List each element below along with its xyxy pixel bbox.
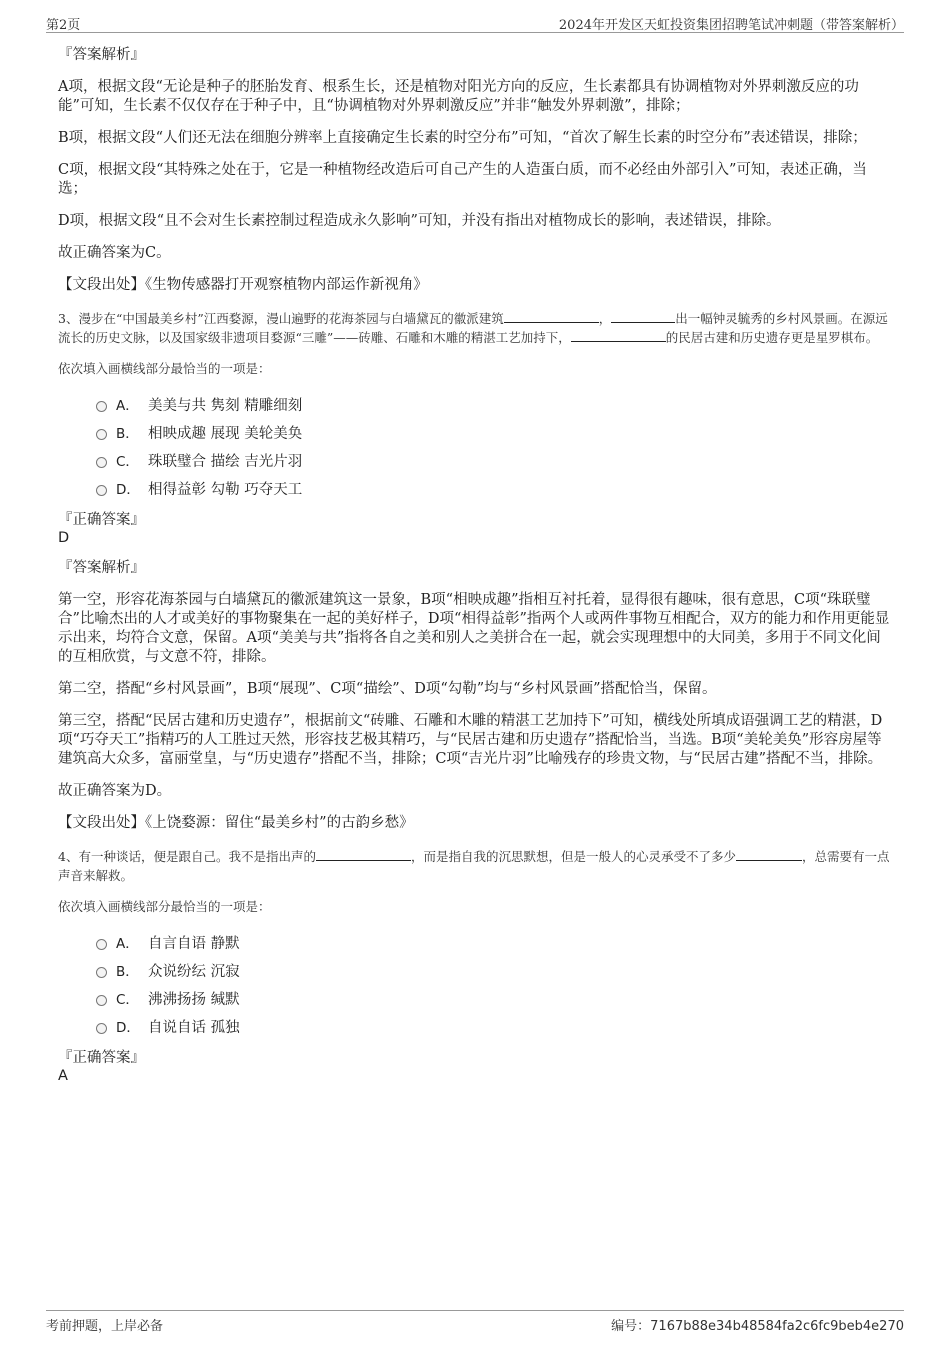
radio-icon[interactable]: [96, 995, 107, 1006]
q3-analysis-2: 第二空，搭配“乡村风景画”，B项“展现”、C项“描绘”、D项“勾勒”均与“乡村风景画”搭配恰当，保留。: [58, 681, 717, 697]
q3-analysis-3: 第三空，搭配“民居古建和历史遗存”，根据前文“砖雕、石雕和木雕的精湛工艺加持下”可知，横线处所填成语强调工艺的精湛，D项“巧夺天工”指精巧的人工胜过天然，形容技艺极其精巧，与“民居古建和历史遗存”搭配恰当，当选。B项“美轮美奂”形容房屋等建筑高大众多，富丽堂皇，与“历史遗存”搭配不当，排除；C项“吉光片羽”比喻残存的珍贵文物，与“民居古建”搭配不当，排除。: [58, 713, 883, 767]
radio-icon[interactable]: [96, 939, 107, 950]
page-header: [46, 12, 904, 33]
q3-blank-3: [571, 329, 666, 342]
q4-stem-part3: ，总需要有一点声音来解救。: [58, 849, 890, 883]
option-text: 自言自语 静默: [148, 935, 240, 952]
q4-stem-part1: 4、有一种谈话，便是跟自己。我不是指出声的: [58, 849, 316, 864]
q4-blank-2: [736, 848, 802, 861]
option-letter: B．: [116, 964, 139, 980]
radio-icon[interactable]: [96, 485, 107, 496]
q3-source: 【文段出处】《上饶婺源：留住“最美乡村”的古韵乡愁》: [58, 815, 414, 831]
option-text: 相得益彰 勾勒 巧夺天工: [148, 481, 303, 498]
q4-instruction: 依次填入画横线部分最恰当的一项是：: [58, 899, 271, 914]
q4-answer: A: [58, 1068, 68, 1084]
radio-icon[interactable]: [96, 967, 107, 978]
q2-analysis-d: D项，根据文段“且不会对生长素控制过程造成永久影响”可知，并没有指出对植物成长的影响，表述错误，排除。: [58, 213, 781, 229]
q3-instruction: 依次填入画横线部分最恰当的一项是：: [58, 361, 271, 376]
radio-icon[interactable]: [96, 1023, 107, 1034]
q2-analysis-label: 『答案解析』: [58, 47, 145, 63]
option-text: 沸沸扬扬 缄默: [148, 991, 240, 1008]
option-text: 美美与共 隽刻 精雕细刻: [148, 397, 303, 414]
q2-source: 【文段出处】《生物传感器打开观察植物内部运作新视角》: [58, 277, 428, 293]
option-letter: A．: [116, 936, 139, 952]
q3-stem-part3: 出一幅钟灵毓秀的乡村风景画。在源远流长的历史文脉，以及国家级非遗项目婺源“三雕”——砖雕、石雕和木雕的精湛工艺加持下，: [58, 311, 888, 345]
footer-slogan: 考前押题，上岸必备: [46, 1319, 164, 1334]
page-footer: [46, 1310, 904, 1335]
q3-blank-1: [504, 310, 599, 323]
q3-option-b[interactable]: [96, 418, 894, 446]
option-text: 自说自话 孤独: [148, 1019, 240, 1036]
q4-options: [96, 928, 894, 1040]
q3-option-d[interactable]: [96, 474, 894, 502]
q2-analysis-b: B项，根据文段“人们还无法在细胞分辨率上直接确定生长素的时空分布”可知，“首次了解生长素的时空分布”表述错误，排除；: [58, 130, 867, 146]
option-text: 相映成趣 展现 美轮美奂: [148, 425, 303, 442]
q3-options: [96, 390, 894, 502]
document-body: [58, 46, 894, 1097]
q3-answer: D: [58, 530, 70, 546]
q3-stem-part2: ，: [598, 311, 612, 326]
q4-option-d[interactable]: [96, 1012, 894, 1040]
radio-icon[interactable]: [96, 401, 107, 412]
radio-icon[interactable]: [96, 429, 107, 440]
q4-option-a[interactable]: [96, 928, 894, 956]
q3-stem: [58, 309, 894, 347]
q4-stem: [58, 847, 894, 885]
option-letter: D．: [116, 482, 140, 498]
q4-answer-label: 『正确答案』: [58, 1050, 145, 1066]
q3-blank-2: [611, 310, 675, 323]
footer-code-value: 7167b88e34b48584fa2c6fc9beb4e270: [650, 1319, 904, 1334]
footer-code-label: 编号：: [611, 1319, 651, 1334]
document-title: 2024年开发区天虹投资集团招聘笔试冲刺题（带答案解析）: [558, 18, 904, 33]
q2-analysis-c: C项，根据文段“其特殊之处在于，它是一种植物经改造后可自己产生的人造蛋白质，而不必经由外部引入”可知，表述正确，当选；: [58, 162, 867, 197]
q4-option-b[interactable]: [96, 956, 894, 984]
option-letter: C．: [116, 454, 139, 470]
q3-option-c[interactable]: [96, 446, 894, 474]
page-number: 第2页: [46, 18, 81, 33]
footer-code: [611, 1315, 904, 1334]
q3-analysis-1: 第一空，形容花海茶园与白墙黛瓦的徽派建筑这一景象，B项“相映成趣”指相互衬托着，显得很有趣味，很有意思，C项“珠联璧合”比喻杰出的人才或美好的事物聚集在一起的美好样子，D项“相得益彰”指两个人或两件事物互相配合，双方的能力和作用更能显示出来，均符合文意，保留。A项“美美与共”指将各自之美和别人之美拼合在一起，就会实现理想中的大同美，多用于不同文化间的互相欣赏，与文意不符，排除。: [58, 592, 890, 665]
option-letter: C．: [116, 992, 139, 1008]
option-letter: D．: [116, 1020, 140, 1036]
q4-blank-1: [316, 848, 411, 861]
option-text: 珠联璧合 描绘 吉光片羽: [148, 453, 303, 470]
q3-answer-label: 『正确答案』: [58, 512, 145, 528]
q4-option-c[interactable]: [96, 984, 894, 1012]
q3-stem-part4: 的民居古建和历史遗存更是星罗棋布。: [665, 330, 879, 345]
option-text: 众说纷纭 沉寂: [148, 963, 240, 980]
option-letter: B．: [116, 426, 139, 442]
radio-icon[interactable]: [96, 457, 107, 468]
q2-conclusion: 故正确答案为C。: [58, 245, 171, 261]
q2-analysis-a: A项，根据文段“无论是种子的胚胎发育、根系生长，还是植物对阳光方向的反应，生长素都具有协调植物对外界刺激反应的功能”可知，生长素不仅仅存在于种子中，且“协调植物对外界刺激反应”并非“触发外界刺激”，排除；: [58, 79, 859, 114]
q3-conclusion: 故正确答案为D。: [58, 783, 172, 799]
q3-stem-part1: 3、漫步在“中国最美乡村”江西婺源，漫山遍野的花海茶园与白墙黛瓦的徽派建筑: [58, 311, 504, 326]
q3-option-a[interactable]: [96, 390, 894, 418]
q3-analysis-label: 『答案解析』: [58, 560, 145, 576]
q4-stem-part2: ，而是指自我的沉思默想，但是一般人的心灵承受不了多少: [410, 849, 736, 864]
option-letter: A．: [116, 398, 139, 414]
